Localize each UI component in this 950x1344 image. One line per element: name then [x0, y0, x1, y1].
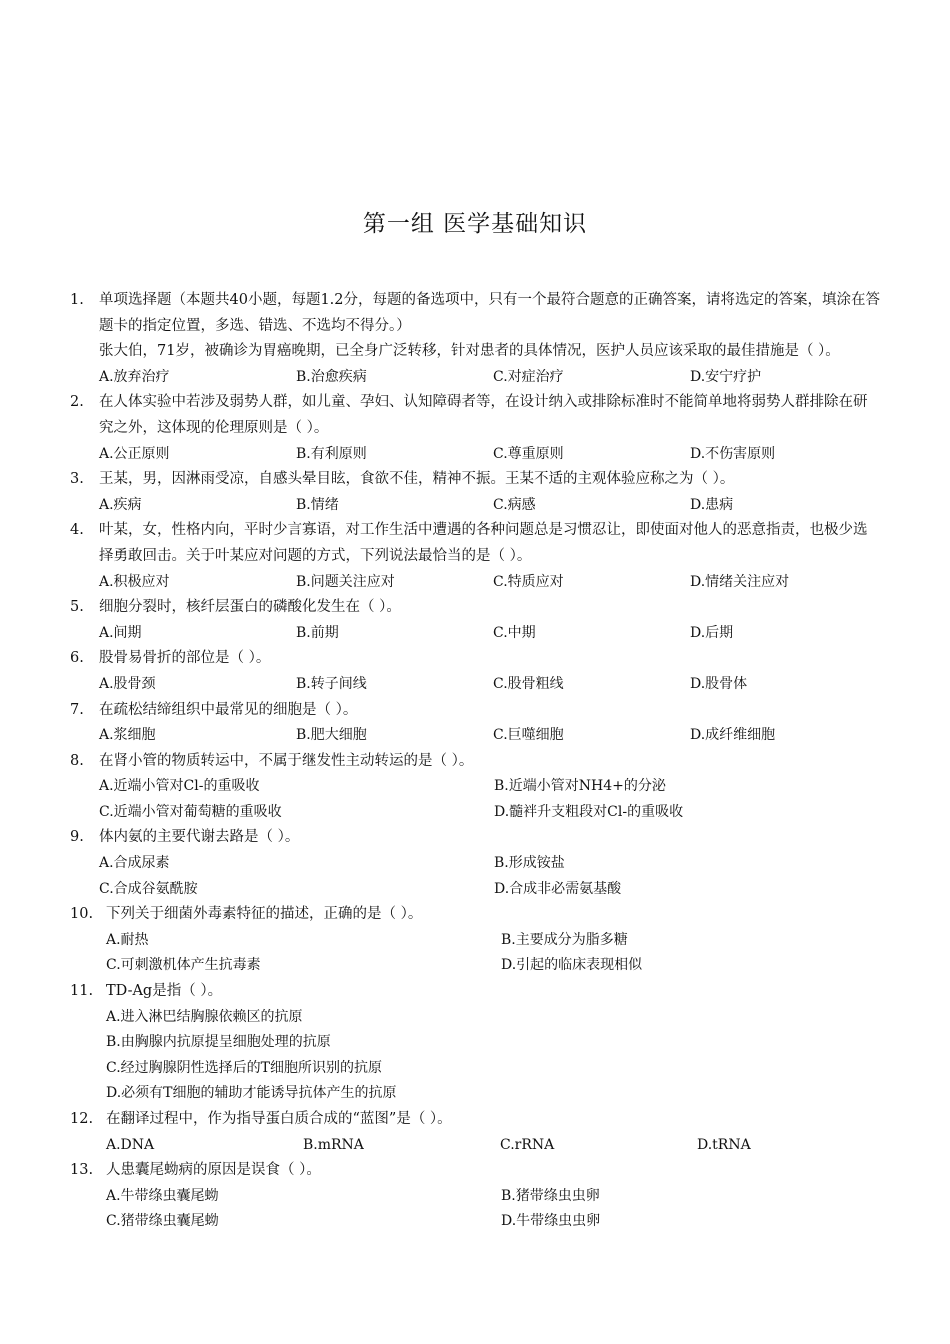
answer-option: D.必须有T细胞的辅助才能诱导抗体产生的抗原 [106, 1085, 397, 1102]
answer-option: A.放弃治疗 [99, 368, 170, 385]
answer-option: B.猪带绦虫虫卵 [501, 1187, 600, 1204]
question-number: 2. [70, 394, 84, 411]
question-stem [70, 646, 880, 672]
answer-option: D.髓袢升支粗段对Cl-的重吸收 [494, 803, 684, 820]
answer-option: D.引起的临床表现相似 [501, 957, 643, 974]
option-list [99, 493, 880, 519]
option-list [99, 851, 880, 902]
question-item [70, 646, 880, 697]
answer-option: A.近端小管对Cl-的重吸收 [99, 778, 260, 795]
question-number: 4. [70, 522, 84, 539]
option-list [99, 774, 880, 825]
answer-option: A.耐热 [106, 931, 149, 948]
question-stem [70, 288, 880, 339]
option-list [99, 570, 880, 596]
option-list [99, 442, 880, 468]
answer-option: B.情绪 [296, 496, 339, 513]
question-stem [70, 749, 880, 775]
answer-option: A.疾病 [99, 496, 142, 513]
answer-option: D.安宁疗护 [690, 368, 762, 385]
answer-option: C.可刺激机体产生抗毒素 [106, 957, 261, 974]
answer-option: D.合成非必需氨基酸 [494, 880, 622, 897]
answer-option: A.DNA [106, 1136, 155, 1153]
question-number: 7. [70, 701, 84, 718]
option-list [99, 672, 880, 698]
question-number: 8. [70, 752, 84, 769]
answer-option: C.巨噬细胞 [493, 727, 564, 744]
answer-option: A.股骨颈 [99, 675, 156, 692]
question-item [70, 390, 880, 467]
answer-option: C.经过胸腺阴性选择后的T细胞所识别的抗原 [106, 1059, 382, 1076]
question-stem [70, 390, 880, 441]
question-item [70, 288, 880, 390]
answer-option: D.股骨体 [690, 675, 748, 692]
question-stem [70, 979, 880, 1005]
answer-option: A.合成尿素 [99, 855, 170, 872]
option-list [106, 1133, 880, 1159]
question-stem [70, 467, 880, 493]
answer-option: B.形成铵盐 [494, 855, 565, 872]
answer-option: B.转子间线 [296, 675, 367, 692]
answer-option: A.牛带绦虫囊尾蚴 [106, 1187, 219, 1204]
answer-option: C.猪带绦虫囊尾蚴 [106, 1213, 219, 1230]
question-stem [70, 1107, 880, 1133]
answer-option: C.病感 [493, 496, 536, 513]
answer-option: C.特质应对 [493, 573, 564, 590]
question-text: TD-Ag是指（ ）。 [106, 983, 223, 1000]
answer-option: B.由胸腺内抗原提呈细胞处理的抗原 [106, 1034, 331, 1051]
answer-option: A.公正原则 [99, 445, 170, 462]
answer-option: D.牛带绦虫虫卵 [501, 1213, 601, 1230]
question-text: 王某，男，因淋雨受凉，自感头晕目眩，食欲不佳，精神不振。王某不适的主观体验应称之为（ ）。 [99, 471, 735, 488]
question-stem [70, 595, 880, 621]
question-number: 11. [70, 983, 94, 1000]
question-text: 体内氨的主要代谢去路是（ ）。 [99, 829, 300, 846]
answer-option: A.浆细胞 [99, 727, 156, 744]
question-text: 下列关于细菌外毒素特征的描述，正确的是（ ）。 [106, 906, 423, 923]
question-number: 5. [70, 599, 84, 616]
question-stem [70, 902, 880, 928]
question-item [70, 467, 880, 518]
answer-option: B.主要成分为脂多糖 [501, 931, 628, 948]
question-list [70, 288, 880, 1235]
question-text: 单项选择题（本题共40小题，每题1.2分，每题的备选项中，只有一个最符合题意的正确答案，请将选定的答案，填涂在答题卡的指定位置，多选、错选、不选均不得分。） [99, 292, 881, 334]
option-list [106, 1184, 880, 1235]
answer-option: D.成纤维细胞 [690, 727, 776, 744]
question-item [70, 1158, 880, 1235]
question-number: 13. [70, 1162, 94, 1179]
answer-option: C.近端小管对葡萄糖的重吸收 [99, 803, 282, 820]
answer-option: C.尊重原则 [493, 445, 564, 462]
answer-option: A.进入淋巴结胸腺依赖区的抗原 [106, 1008, 303, 1025]
answer-option: B.治愈疾病 [296, 368, 367, 385]
question-text: 细胞分裂时，核纤层蛋白的磷酸化发生在（ ）。 [99, 599, 401, 616]
question-item [70, 979, 880, 1107]
question-number: 12. [70, 1111, 94, 1127]
answer-option: B.问题关注应对 [296, 573, 395, 590]
option-list [99, 621, 880, 647]
question-number: 9. [70, 829, 84, 846]
question-stem [70, 518, 880, 569]
option-list [99, 365, 880, 391]
question-number: 6. [70, 650, 84, 667]
option-list [99, 723, 880, 749]
answer-option: B.前期 [296, 624, 339, 641]
answer-option: A.积极应对 [99, 573, 170, 590]
answer-option: D.患病 [690, 496, 734, 513]
answer-option: D.情绪关注应对 [690, 573, 790, 590]
answer-option: C.股骨粗线 [493, 675, 564, 692]
question-item [70, 595, 880, 646]
question-item [70, 518, 880, 595]
question-item [70, 749, 880, 826]
answer-option: D.tRNA [697, 1136, 751, 1153]
question-item [70, 825, 880, 902]
question-stem [70, 825, 880, 851]
answer-option: D.后期 [690, 624, 734, 641]
answer-option: C.对症治疗 [493, 368, 564, 385]
question-text: 股骨易骨折的部位是（ ）。 [99, 650, 271, 667]
question-item [70, 1107, 880, 1158]
answer-option: C.rRNA [500, 1136, 555, 1153]
question-stem [70, 698, 880, 724]
page-title: 第一组 医学基础知识 [362, 211, 588, 237]
question-text: 在肾小管的物质转运中，不属于继发性主动转运的是（ ）。 [99, 752, 474, 769]
question-text: 叶某，女，性格内向，平时少言寡语，对工作生活中遭遇的各种问题总是习惯忍让，即使面对他人的恶意指责，也极少选择勇敢回击。关于叶某应对问题的方式，下列说法最恰当的是（ ）。 [99, 522, 868, 564]
question-item [70, 698, 880, 749]
question-stem [70, 1158, 880, 1184]
option-list [106, 1005, 880, 1107]
question-text: 在人体实验中若涉及弱势人群，如儿童、孕妇、认知障碍者等，在设计纳入或排除标准时不能简单地将弱势人群排除在研究之外，这体现的伦理原则是（ ）。 [99, 394, 868, 436]
answer-option: C.合成谷氨酰胺 [99, 880, 198, 897]
answer-option: D.不伤害原则 [690, 445, 776, 462]
answer-option: C.中期 [493, 624, 536, 641]
answer-option: B.近端小管对NH4+的分泌 [494, 778, 666, 795]
question-item [70, 902, 880, 979]
answer-option: A.间期 [99, 624, 142, 641]
answer-option: B.有利原则 [296, 445, 367, 462]
question-number: 1. [70, 292, 84, 308]
answer-option: B.肥大细胞 [296, 727, 367, 744]
question-text: 人患囊尾蚴病的原因是误食（ ）。 [106, 1162, 321, 1179]
question-number: 10. [70, 906, 94, 923]
question-text: 在翻译过程中，作为指导蛋白质合成的“蓝图”是（ ）。 [106, 1111, 452, 1127]
question-number: 3. [70, 471, 84, 488]
question-text: 在疏松结缔组织中最常见的细胞是（ ）。 [99, 701, 358, 718]
answer-option: B.mRNA [303, 1136, 364, 1153]
option-list [106, 928, 880, 979]
question-scenario: 张大伯，71岁，被确诊为胃癌晚期，已全身广泛转移，针对患者的具体情况，医护人员应该采取的最佳措施是（ ）。 [99, 343, 840, 360]
